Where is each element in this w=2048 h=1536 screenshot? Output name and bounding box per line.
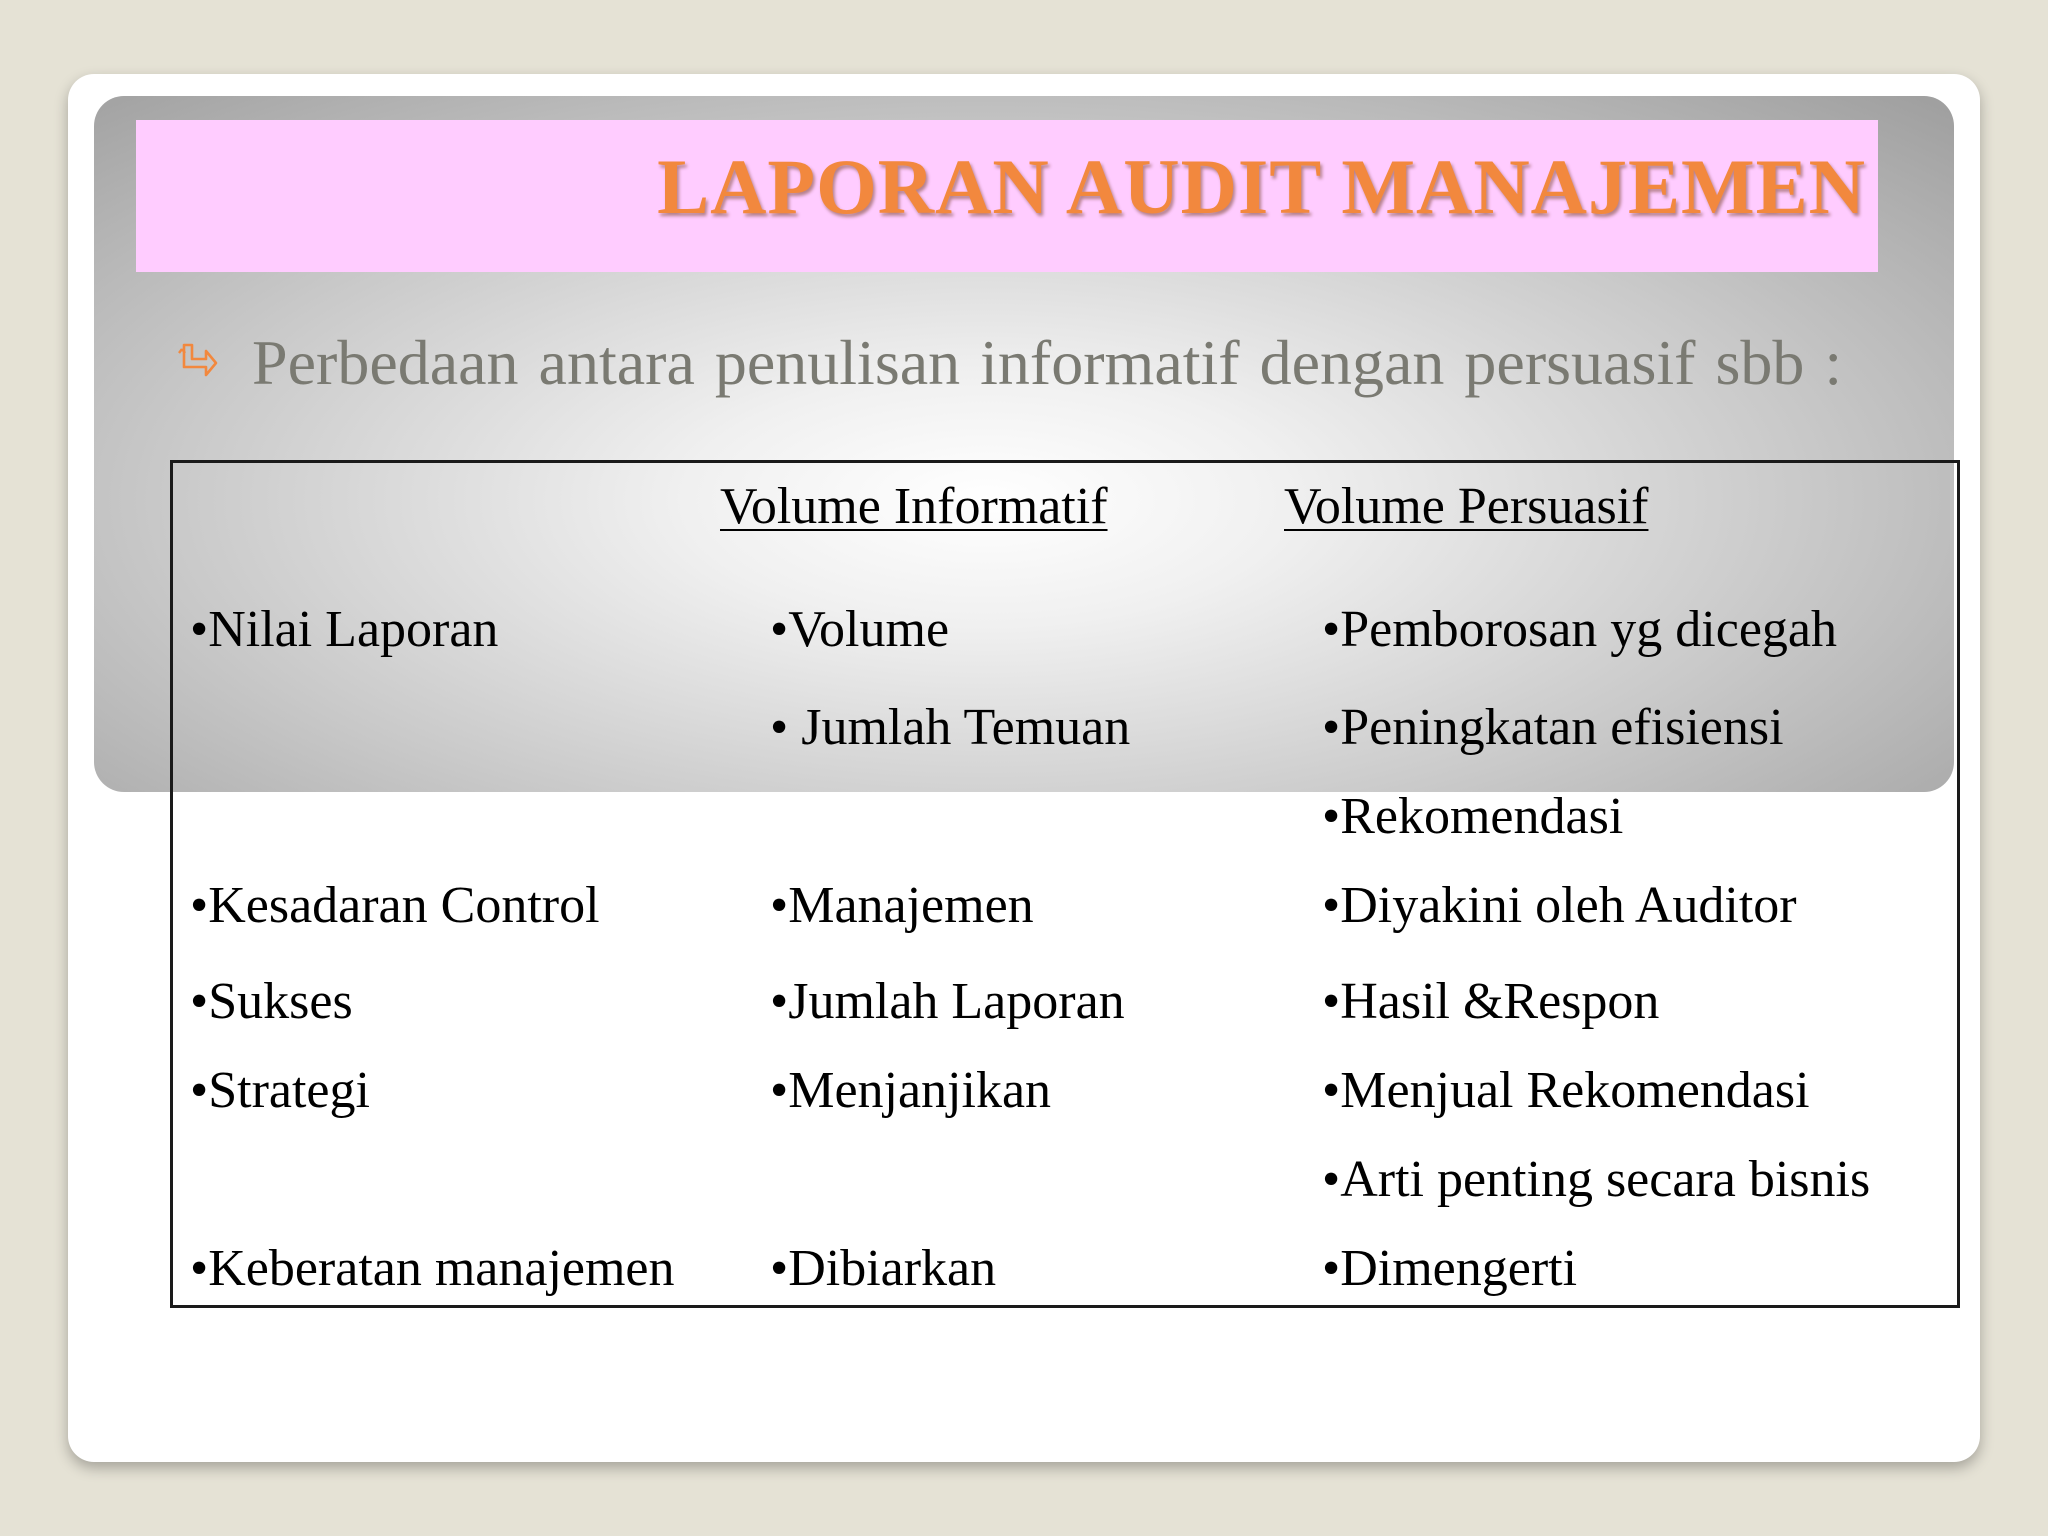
row-label: •Keberatan manajemen	[190, 1240, 675, 1297]
row-label: •Kesadaran Control	[190, 877, 600, 934]
title-box	[136, 120, 1878, 272]
row-label: •Nilai Laporan	[190, 601, 499, 658]
persuasif-cell: •Hasil &Respon	[1322, 973, 1660, 1030]
informatif-cell: •Jumlah Laporan	[770, 973, 1125, 1030]
persuasif-cell: •Pemborosan yg dicegah	[1322, 601, 1837, 658]
informatif-cell: •Dibiarkan	[770, 1240, 997, 1297]
row-label: •Strategi	[190, 1062, 370, 1119]
persuasif-cell: •Diyakini oleh Auditor	[1322, 877, 1797, 934]
row-label: •Sukses	[190, 973, 353, 1030]
column-header-informatif: Volume Informatif	[720, 478, 1108, 535]
persuasif-cell: •Peningkatan efisiensi	[1322, 699, 1784, 756]
column-header-persuasif: Volume Persuasif	[1284, 478, 1649, 535]
informatif-cell: •Volume	[770, 601, 950, 658]
persuasif-cell: •Arti penting secara bisnis	[1322, 1151, 1871, 1208]
slide-subtitle: Perbedaan antara penulisan informatif dengan persuasif sbb :	[252, 327, 1843, 398]
persuasif-cell: •Rekomendasi	[1322, 788, 1624, 845]
persuasif-cell: •Dimengerti	[1322, 1240, 1578, 1297]
informatif-cell: •Menjanjikan	[770, 1062, 1052, 1119]
arrow-bullet-icon	[176, 341, 220, 385]
subtitle-row	[176, 318, 1842, 408]
slide-title: LAPORAN AUDIT MANAJEMEN	[657, 143, 1866, 230]
persuasif-cell: •Menjual Rekomendasi	[1322, 1062, 1810, 1119]
informatif-cell: • Jumlah Temuan	[770, 699, 1131, 756]
informatif-cell: •Manajemen	[770, 877, 1034, 934]
